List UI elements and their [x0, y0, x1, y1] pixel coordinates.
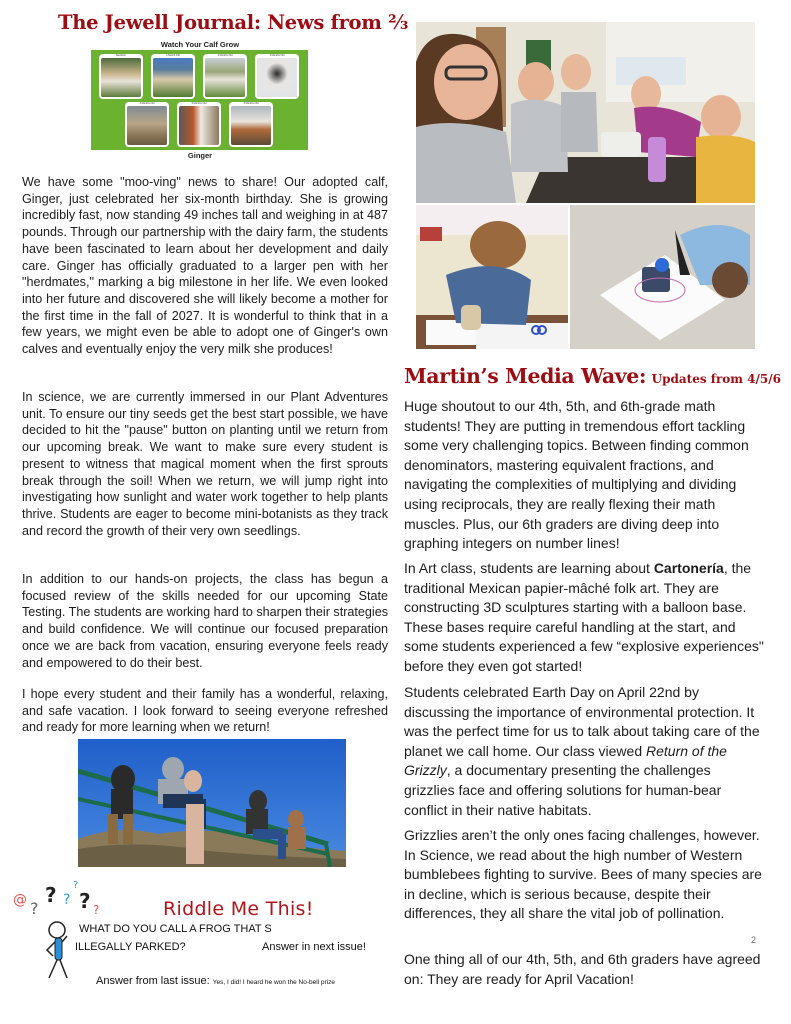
calf-image — [205, 58, 245, 97]
svg-text:?: ? — [79, 889, 91, 913]
classroom-photo-collage — [416, 22, 755, 349]
cartoneria-term: Cartonería — [653, 560, 724, 576]
bumblebees-paragraph: Grizzlies aren’t the only ones facing challenges, however. In Science, we read about the high number of Western bumblebees fighting to survive. Bees of many species are in decline, which is serious because, despite their differences, they all share the vital job of pollination. — [404, 827, 762, 922]
ginger-paragraph: We have some "moo-ving" news to share! Our adopted calf, Ginger, just celebrated her six-month birthday. She is growing incredibly fast, now standing 49 inches tall and weighing in at 487 pounds. Through our partnership with the dairy farm, the students have been fascinated to learn about her development and daily care. Ginger has officially graduated to a larger pen with her "herdmates," marking a big milestone in her life. We even looked into her future and discovered she will likely become a mother for the first time in the fall of 2027. It is wonderful to think that in a few years, we might even be able to adopt one of Ginger's own calves and eventually enjoy the very milk she produces! — [22, 175, 388, 357]
playground-photo — [78, 739, 346, 867]
calf-photo-card: 4 Months Old — [125, 102, 169, 147]
page-number: 2 — [751, 935, 757, 945]
svg-text:@: @ — [13, 892, 27, 908]
riddle-last-answer — [96, 975, 335, 987]
calf-graphic-heading: Watch Your Calf Grow — [160, 40, 240, 49]
student-drawing-photo — [416, 205, 568, 349]
riddle-next-issue-note: Answer in next issue! — [262, 941, 366, 953]
title-sub: Updates from 4/5/6 — [651, 372, 781, 386]
svg-text:?: ? — [30, 899, 39, 918]
calf-photo-card: 6 Months Old — [229, 102, 273, 147]
documentary-title: Return of the Grizzly — [404, 742, 727, 779]
riddle-question-line2: ILLEGALLY PARKED? — [75, 941, 186, 953]
calf-growth-graphic — [91, 50, 308, 150]
state-testing-paragraph: In addition to our hands-on projects, the class has begun a focused review of the skills needed for our upcoming State Testing. The students are working hard to sharpen their strategies and build confidence. We will continue our focused preparation once we are back from vacation, ensuring everyone feels ready and empowered to do their best. — [22, 572, 388, 670]
martins-media-wave-title — [404, 364, 781, 388]
svg-text:?: ? — [93, 903, 100, 917]
riddle-question-line1: WHAT DO YOU CALL A FROG THAT S — [79, 923, 272, 935]
svg-text:?: ? — [63, 892, 71, 908]
svg-text:?: ? — [45, 883, 57, 907]
calf-graphic-caption: Ginger — [187, 151, 213, 160]
calf-photo-card: Newborn — [99, 54, 143, 99]
svg-text:?: ? — [73, 880, 79, 891]
earth-day-paragraph: Students celebrated Earth Day on April 22nd by discussing the importance of environmental protection. It was the perfect time for us to talk about taking care of the planet we call home. Our class viewed Return of the Grizzly, a documentary presenting the challenges grizzlies face and offering solutions for human-bear conflict in their native habitats. — [404, 684, 760, 818]
riddle-title: Riddle Me This! — [163, 898, 314, 920]
classroom-selfie-photo — [416, 22, 755, 203]
jewell-journal-title: The Jewell Journal: News from ⅔ — [58, 11, 408, 34]
calf-image — [127, 106, 167, 145]
science-paragraph: In science, we are currently immersed in our Plant Adventures unit. To ensure our tiny seeds get the best start possible, we have decided to hit the "pause" button on planting until we return from our upcoming break. We want to make sure every student is present to witness that magical moment when the first sprouts break through the soil! When we return, we will jump right into investigating how sunlight and water work together to help plants thrive. Students are eager to become mini-botanists as they track and record the growth of their very own seedlings. — [22, 390, 388, 538]
calf-image — [153, 58, 193, 97]
calf-photo-card: 1 Month Old — [151, 54, 195, 99]
calf-photo-card: 3 Months Old — [255, 54, 299, 99]
student-floor-project-photo — [570, 205, 755, 349]
calf-image — [101, 58, 141, 97]
vacation-paragraph: I hope every student and their family has a wonderful, relaxing, and safe vacation. I look forward to seeing everyone refreshed and ready for more learning when we return! — [22, 687, 388, 735]
april-vacation-paragraph: One thing all of our 4th, 5th, and 6th graders have agreed on: They are ready for April Vacation! — [404, 951, 761, 987]
playground-image — [78, 739, 346, 867]
art-paragraph: In Art class, students are learning about Cartonería, the traditional Mexican papier-mâché folk art. They are constructing 3D sculptures starting with a balloon base. These bases require careful handling at the start, and some students experienced a few “explosive experiences" before they even got started! — [404, 560, 764, 674]
calf-image — [257, 58, 297, 97]
last-answer-label: Answer from last issue: — [96, 975, 210, 987]
last-answer-text: Yes, I did! I heard he won the No-bell prize — [212, 979, 336, 986]
title-main: Martin’s Media Wave: — [404, 364, 647, 388]
calf-photo-card: 5 Months Old — [177, 102, 221, 147]
calf-image — [179, 106, 219, 145]
math-paragraph: Huge shoutout to our 4th, 5th, and 6th-grade math students! They are putting in tremendous effort tackling some very challenging topics. Between finding common denominators, mastering equivalent fractions, and navigating the complexities of multiplying and dividing using reciprocals, they are really flexing their math muscles. Plus, our 6th graders are diving deep into graphing integers on number lines! — [404, 398, 749, 552]
calf-photo-card: 2 Months Old — [203, 54, 247, 99]
calf-image — [231, 106, 271, 145]
